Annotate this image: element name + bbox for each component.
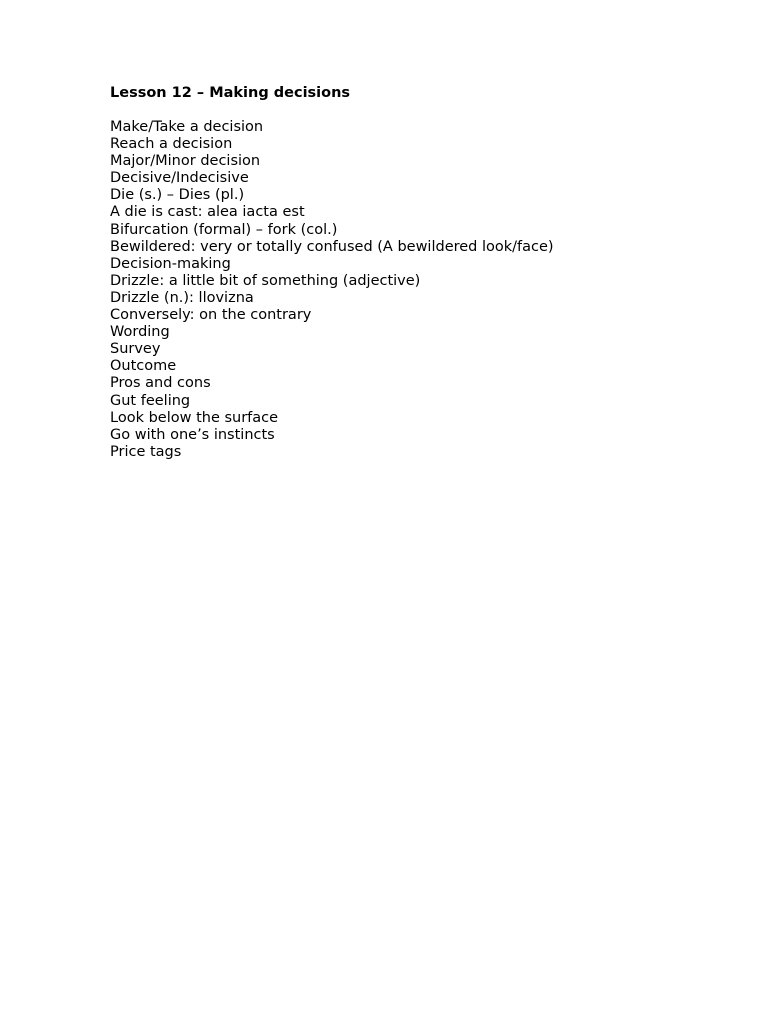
- vocabulary-term: Survey: [110, 341, 161, 358]
- vocabulary-term: Make/Take a decision: [110, 119, 264, 135]
- vocabulary-term: Bifurcation (formal) – fork (col.): [110, 221, 338, 238]
- vocabulary-list: [110, 119, 554, 461]
- vocabulary-term: Bewildered: very or totally confused (A bewildered look/face): [110, 238, 554, 255]
- vocabulary-term: Drizzle: a little bit of something (adjective): [110, 272, 421, 289]
- vocabulary-term: Conversely: on the contrary: [110, 307, 312, 324]
- vocabulary-term: Outcome: [110, 358, 177, 375]
- vocabulary-term: Drizzle (n.): llovizna: [110, 289, 254, 306]
- vocabulary-term: Decisive/Indecisive: [110, 170, 249, 187]
- vocabulary-term: Reach a decision: [110, 136, 233, 153]
- vocabulary-term: Pros and cons: [110, 375, 211, 392]
- vocabulary-term: Decision-making: [110, 255, 231, 272]
- vocabulary-term: Die (s.) – Dies (pl.): [110, 187, 245, 204]
- vocabulary-term: Major/Minor decision: [110, 153, 261, 170]
- vocabulary-term: Look below the surface: [110, 409, 279, 426]
- vocabulary-term: Price tags: [110, 443, 182, 460]
- vocabulary-term: Gut feeling: [110, 392, 191, 409]
- vocabulary-term: A die is cast: alea iacta est: [110, 204, 305, 221]
- vocabulary-term: Go with one’s instincts: [110, 426, 275, 443]
- vocabulary-term: Wording: [110, 324, 170, 341]
- lesson-title: Lesson 12 – Making decisions: [110, 85, 351, 101]
